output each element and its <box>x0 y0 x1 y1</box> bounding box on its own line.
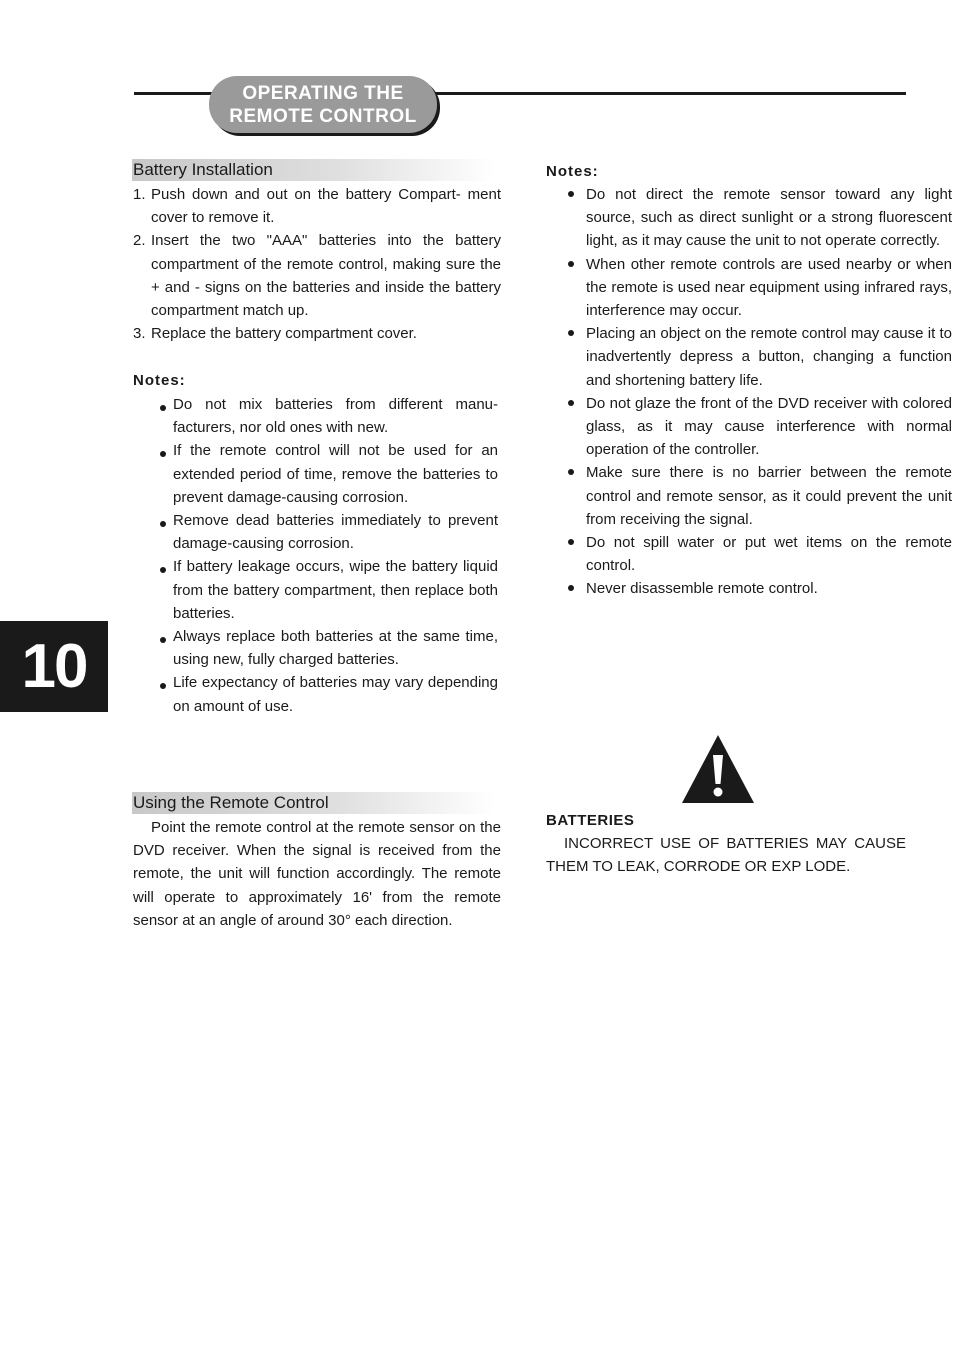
section-header-tab <box>209 76 437 133</box>
using-remote-heading: Using the Remote Control <box>132 792 495 814</box>
battery-installation-heading: Battery Installation <box>132 159 495 181</box>
battery-step: 3. Replace the battery compartment cover. <box>133 325 417 343</box>
list-item: If battery leakage occurs, wipe the battery liquid from the battery compartment, then replace both batteries. <box>173 555 498 625</box>
list-item: Life expectancy of batteries may vary depending on amount of use. <box>173 671 498 717</box>
left-notes-label: Notes: <box>133 372 186 389</box>
battery-step: 2. Insert the two "AAA" batteries into the battery compartment of the remote control, making sure the + and - signs on the batteries and inside the battery compartment match up. <box>133 232 501 320</box>
list-item: Remove dead batteries immediately to prevent damage-causing corrosion. <box>173 509 498 555</box>
using-remote-paragraph: Point the remote control at the remote sensor on the DVD receiver. When the signal is received from the remote, the unit will function accordingly. The remote will operate to approximately 16' from the remote sensor at an angle of around 30° each direction. <box>133 819 501 929</box>
list-item: When other remote controls are used nearby or when the remote is used near equipment using infrared rays, interference may occur. <box>586 253 952 323</box>
list-item: Never disassemble remote control. <box>586 577 952 600</box>
right-notes-label: Notes: <box>546 163 599 180</box>
list-item: If the remote control will not be used for an extended period of time, remove the batteries to prevent damage-causing corrosion. <box>173 439 498 509</box>
warning-triangle-icon <box>682 735 754 803</box>
batteries-warning-text: INCORRECT USE OF BATTERIES MAY CAUSE THEM TO LEAK, CORRODE OR EXP LODE. <box>546 835 906 876</box>
header-rule-right <box>430 92 906 95</box>
list-item: Do not glaze the front of the DVD receiver with colored glass, as it may cause interference with normal operation of the controller. <box>586 392 952 462</box>
battery-steps <box>133 183 501 345</box>
list-item: Do not mix batteries from different manu- facturers, nor old ones with new. <box>173 393 498 439</box>
list-item: Always replace both batteries at the same time, using new, fully charged batteries. <box>173 625 498 671</box>
battery-step: 1. Push down and out on the battery Compart- ment cover to remove it. <box>133 186 501 227</box>
list-item: Do not spill water or put wet items on the remote control. <box>586 531 952 577</box>
list-item: Do not direct the remote sensor toward any light source, such as direct sunlight or a strong fluorescent light, as it may cause the unit to not operate correctly. <box>586 183 952 253</box>
page-number-tab: 10 <box>0 621 108 712</box>
header-title-line2: REMOTE CONTROL <box>229 105 417 127</box>
header-rule-left <box>134 92 220 95</box>
list-item: Make sure there is no barrier between the remote control and remote sensor, as it could prevent the unit from receiving the signal. <box>586 461 952 531</box>
header-title-line1: OPERATING THE <box>242 82 404 104</box>
battery-notes-list <box>133 393 498 718</box>
list-item: Placing an object on the remote control may cause it to inadvertently depress a button, changing a function and shortening battery life. <box>586 322 952 392</box>
remote-notes-list <box>546 183 952 601</box>
batteries-warning-title: BATTERIES <box>546 812 635 829</box>
